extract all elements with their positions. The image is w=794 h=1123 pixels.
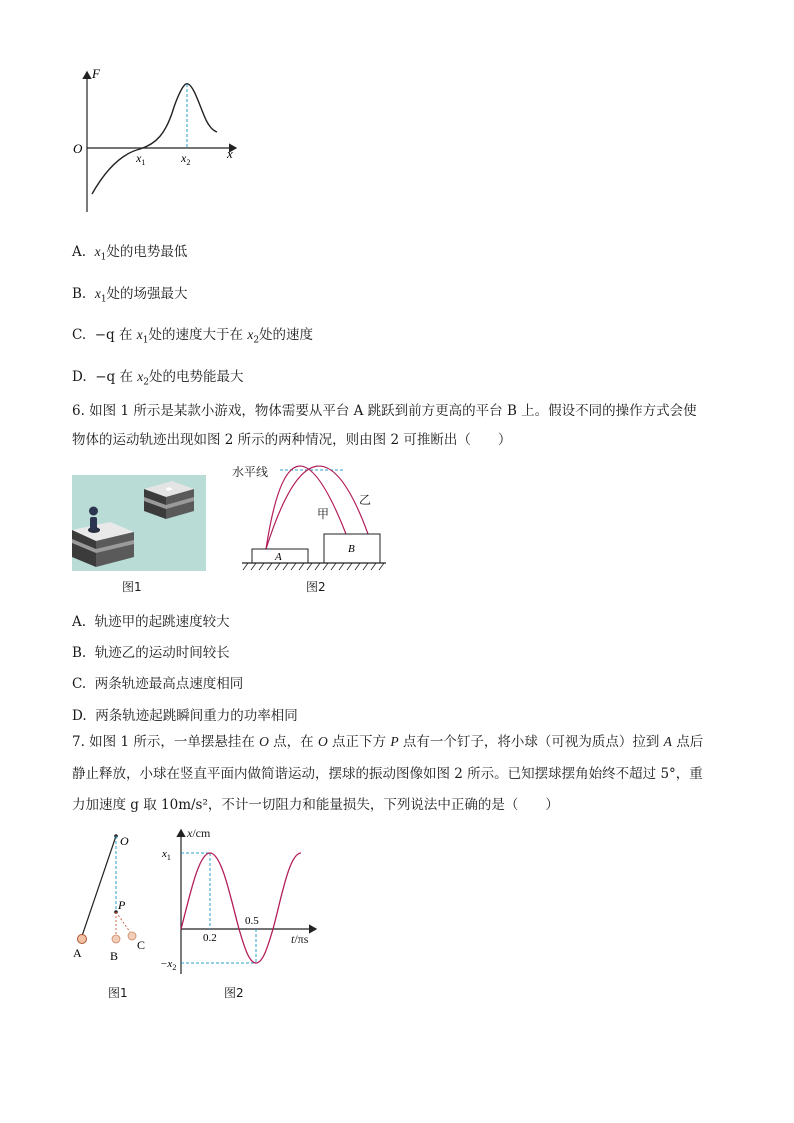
- label-yi: 乙: [359, 493, 372, 507]
- q7-stem-line1: 7. 如图 1 所示，一单摆悬挂在 O 点，在 O 点正下方 P 点有一个钉子，将小球（可视为质点）拉到 A 点后: [72, 734, 704, 750]
- q6-stem-line2: 物体的运动轨迹出现如图 2 所示的两种情况，则由图 2 可推断出（ ）: [72, 432, 512, 448]
- label-p: P: [118, 898, 126, 912]
- label-a: A: [73, 946, 82, 960]
- x2-tick-label: $x_2$: [181, 151, 191, 167]
- y-axis-label: F: [92, 66, 100, 81]
- q5-option-b[interactable]: B. $x_1$处的场强最大: [72, 286, 188, 305]
- label-b: B: [110, 949, 119, 963]
- q6-game-scene-figure: [72, 475, 206, 571]
- q7-fig1-caption: 图1: [108, 986, 128, 1000]
- x1-tick-label: $x_1$: [136, 151, 146, 167]
- label-b: B: [348, 543, 355, 555]
- q5-option-d[interactable]: D. −q 在 $x_2$处的电势能最大: [72, 369, 244, 388]
- y-axis-label: x/cm: [187, 826, 211, 840]
- ball-a: [78, 935, 87, 944]
- displacement-curve: [181, 853, 301, 963]
- q6-option-c[interactable]: C. 两条轨迹最高点速度相同: [72, 676, 244, 692]
- ground-hatching: [243, 563, 384, 570]
- label-o: O: [120, 834, 129, 848]
- q7-stem-line3: 力加速度 g 取 10m/s²，不计一切阻力和能量损失，下列说法中正确的是（ ）: [72, 797, 559, 813]
- q6-stem-line1: 6. 如图 1 所示是某款小游戏，物体需要从平台 A 跳跃到前方更高的平台 B 上。假设不同的操作方式会使: [72, 403, 697, 419]
- horizontal-line-label: 水平线: [232, 465, 269, 479]
- x-axis-label: x: [227, 146, 233, 161]
- x1-label: $x_1$: [162, 848, 171, 862]
- label-a: A: [275, 551, 282, 563]
- q6-fig1-caption: 图1: [122, 580, 142, 594]
- q5-option-a[interactable]: A. $x_1$处的电势最低: [72, 244, 188, 263]
- tick-0-2: 0.2: [203, 932, 217, 944]
- q7-fig2-caption: 图2: [224, 986, 244, 1000]
- q7-vibration-graph: [160, 826, 320, 976]
- q5-option-c[interactable]: C. −q 在 $x_1$处的速度大于在 $x_2$处的速度: [72, 327, 314, 346]
- q7-pendulum-figure: [68, 828, 168, 968]
- q7-stem-line2: 静止释放，小球在竖直平面内做简谐运动，摆球的振动图像如图 2 所示。已知摆球摆角始终不超过 5°，重: [72, 766, 703, 782]
- tick-0-5: 0.5: [245, 915, 259, 927]
- ball-b: [112, 935, 120, 943]
- ball-c: [128, 932, 136, 940]
- q6-option-d[interactable]: D. 两条轨迹起跳瞬间重力的功率相同: [72, 708, 298, 724]
- label-c: C: [137, 938, 146, 952]
- force-position-graph: [70, 62, 250, 222]
- q6-option-b[interactable]: B. 轨迹乙的运动时间较长: [72, 645, 230, 661]
- label-jia: 甲: [317, 507, 330, 521]
- origin-label: O: [73, 141, 83, 156]
- dashed-pc: [116, 912, 130, 932]
- pendulum-string-oa: [82, 836, 116, 936]
- x-axis-label: t/πs: [291, 932, 309, 946]
- q6-option-a[interactable]: A. 轨迹甲的起跳速度较大: [72, 614, 230, 630]
- q6-fig2-caption: 图2: [306, 580, 326, 594]
- neg-x2-label: $-x_2$: [160, 958, 177, 972]
- force-curve: [92, 84, 217, 194]
